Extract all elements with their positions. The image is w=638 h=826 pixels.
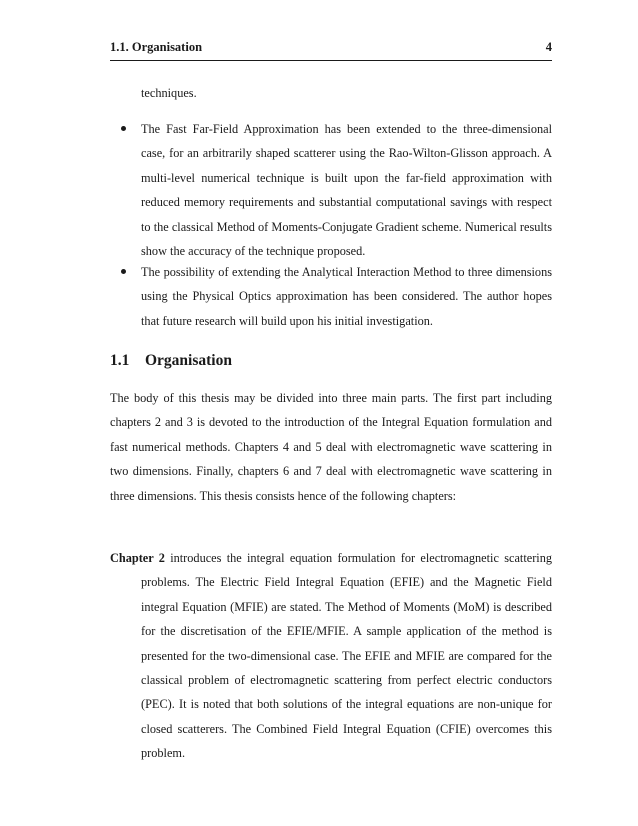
section-title: Organisation [145,352,232,369]
bullet-item [141,260,552,333]
running-header [110,40,552,55]
bullet-icon [121,269,126,274]
page-number: 4 [545,40,552,54]
section-heading [110,352,552,370]
bullet-item [141,117,552,263]
chapter-entry [110,546,552,766]
chapter-label: Chapter 2 [110,551,165,565]
bullet-text: The possibility of extending the Analytical Interaction Method to three dimensions using the Physical Optics approximation has been considered. The author hopes that future research will build upon his initial investigation. [141,265,552,328]
body-paragraph: The body of this thesis may be divided into three main parts. The first part including chapters 2 and 3 is devoted to the introduction of the Integral Equation formulation and fast numerical methods. Chapters 4 and 5 deal with electromagnetic wave scattering in two dimensions. Finally, chapters 6 and 7 deal with electromagnetic wave scattering in three dimensions. This thesis consists hence of the following chapters: [110,391,552,503]
header-section-ref: 1.1. Organisation [110,40,203,54]
bullet-text: The Fast Far-Field Approximation has been extended to the three-dimensional case, for an arbitrarily shaped scatterer using the Rao-Wilton-Glisson approach. A multi-level numerical technique is built upon the far-field approximation with reduced memory requirements and substantial computational savings with respect to the classical Method of Moments-Conjugate Gradient scheme. Numerical results show the accuracy of the technique proposed. [141,122,552,259]
header-rule [110,60,552,61]
section-number: 1.1 [110,352,130,369]
bullet-icon [121,126,126,131]
continuation-text: techniques. [141,86,197,100]
chapter-description: introduces the integral equation formulation for electromagnetic scattering problems. The Electric Field Integral Equation (EFIE) and the Magnetic Field integral Equation (MFIE) are stated. The Method of Moments (MoM) is described for the discretisation of the EFIE/MFIE. A sample application of the method is presented for the two-dimensional case. The EFIE and MFIE are compared for the classical problem of electromagnetic scattering from perfect electric conductors (PEC). It is noted that both solutions of the integral equations are non-unique for closed scatterers. The Combined Field Integral Equation (CFIE) overcomes this problem. [141,551,552,761]
